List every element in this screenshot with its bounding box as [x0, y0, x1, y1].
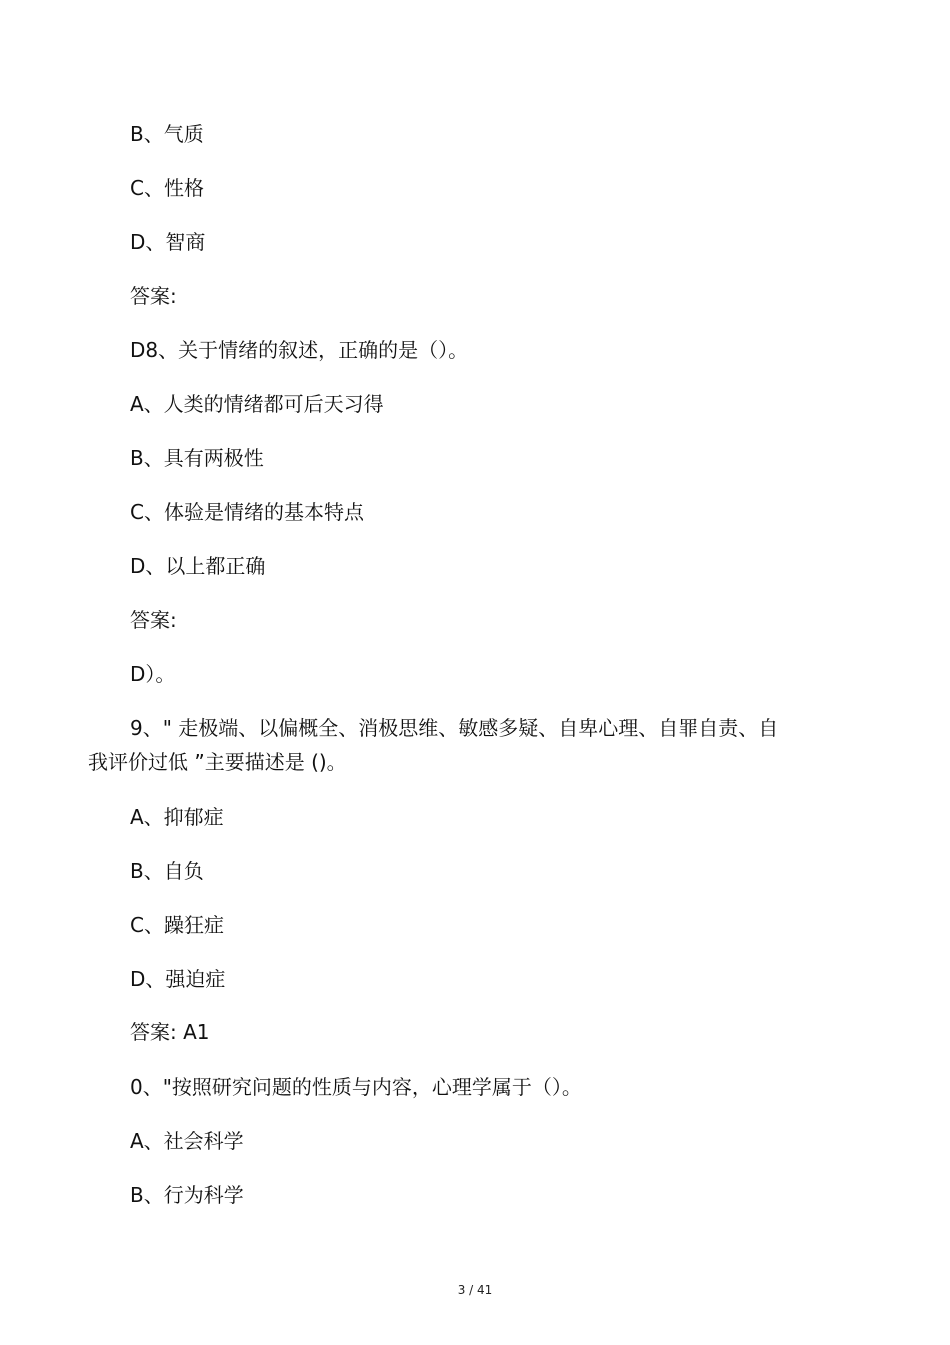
- answer-line: D）。: [130, 662, 176, 686]
- option-line: B、自负: [130, 859, 204, 883]
- option-line: B、具有两极性: [130, 446, 264, 470]
- question-line: 0、"按照研究问题的性质与内容，心理学属于（）。: [130, 1075, 582, 1099]
- option-line: B、行为科学: [130, 1183, 244, 1207]
- option-line: D、强迫症: [130, 967, 226, 991]
- question-line: D8、关于情绪的叙述，正确的是（）。: [130, 338, 469, 362]
- option-line: C、躁狂症: [130, 913, 224, 937]
- option-line: A、社会科学: [130, 1129, 244, 1153]
- option-line: C、体验是情绪的基本特点: [130, 500, 364, 524]
- answer-line: 答案: A1: [130, 1020, 210, 1044]
- option-line: A、抑郁症: [130, 805, 224, 829]
- option-line: D、以上都正确: [130, 554, 266, 578]
- page-number: 3 / 41: [457, 1283, 493, 1297]
- question-line: 9、" 走极端、以偏概全、消极思维、敏感多疑、自卑心理、自罪自责、自: [130, 716, 779, 740]
- option-line: A、人类的情绪都可后天习得: [130, 392, 384, 416]
- option-line: B、气质: [130, 122, 204, 146]
- answer-label: 答案:: [130, 284, 177, 308]
- question-line-continued: 我评价过低 ”主要描述是 ()。: [88, 750, 347, 774]
- option-line: C、性格: [130, 176, 204, 200]
- answer-label: 答案:: [130, 608, 177, 632]
- option-line: D、智商: [130, 230, 206, 254]
